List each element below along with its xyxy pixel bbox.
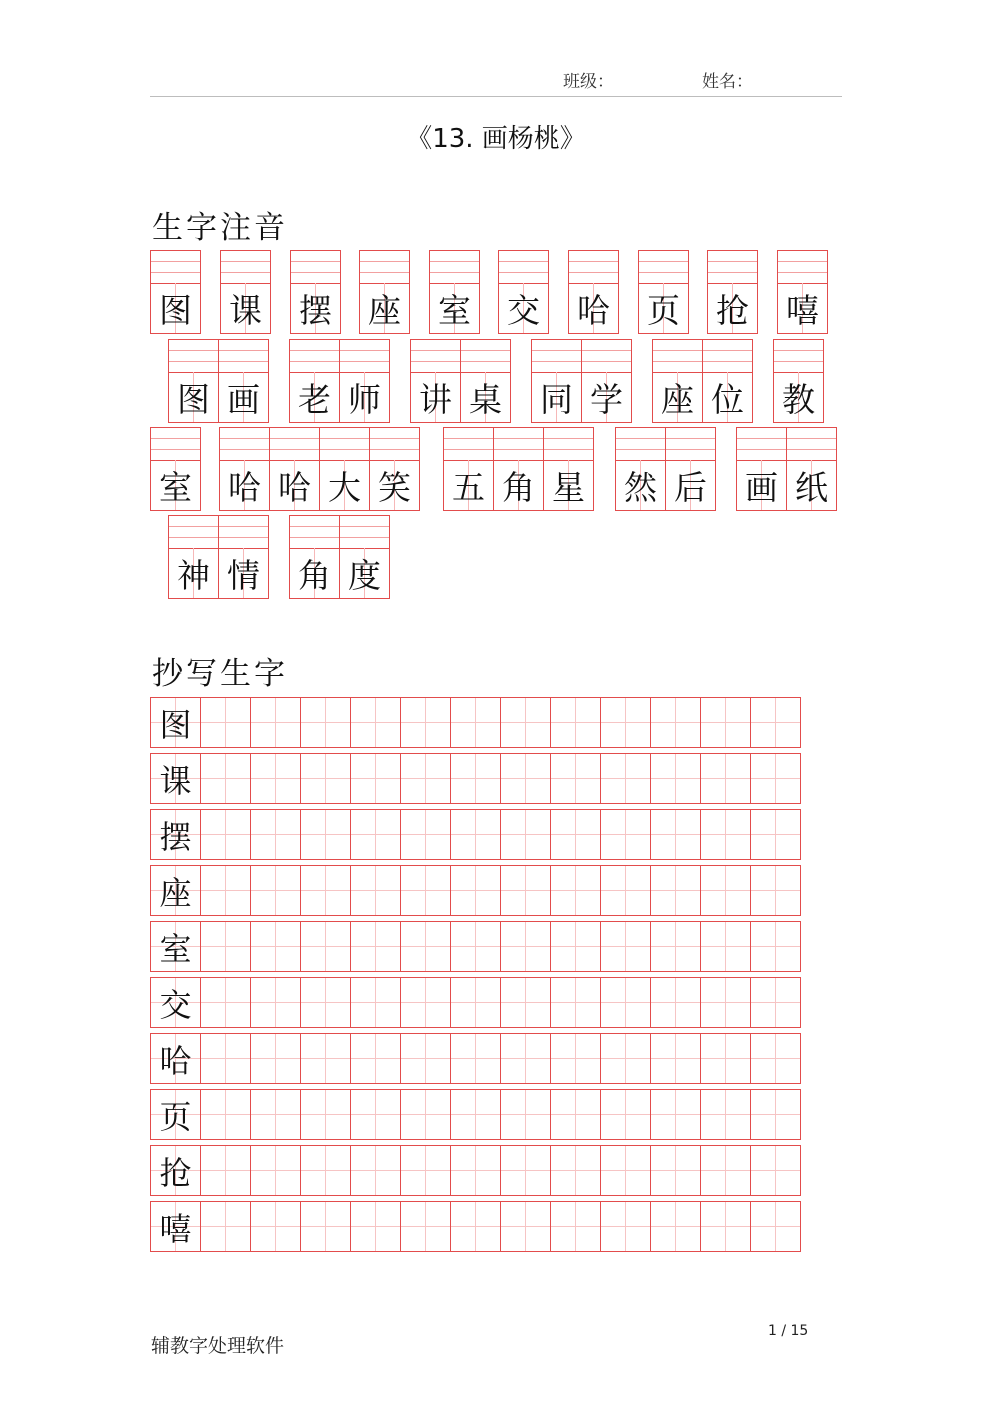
copy-row [150,865,801,916]
practice-cell[interactable] [300,977,351,1028]
practice-cell[interactable] [650,977,701,1028]
pinyin-lines[interactable] [290,340,339,373]
pinyin-lines[interactable] [151,251,200,284]
practice-cell[interactable] [400,1145,451,1196]
hanzi-char: 笑 [370,460,419,510]
practice-cell[interactable] [400,1033,451,1084]
pinyin-lines[interactable] [220,428,269,461]
practice-cell[interactable] [300,809,351,860]
hanzi-char: 位 [703,372,752,422]
practice-cell[interactable] [650,865,701,916]
practice-cell[interactable] [500,921,551,972]
pinyin-lines[interactable] [219,340,268,373]
pinyin-lines[interactable] [444,428,493,461]
hanzi-char: 度 [340,548,389,598]
practice-cell[interactable] [750,921,801,972]
practice-cell[interactable] [250,865,301,916]
practice-cell[interactable] [550,921,601,972]
practice-cell[interactable] [550,977,601,1028]
practice-cell[interactable] [700,865,751,916]
tianzi-cell [410,339,461,423]
practice-cell[interactable] [250,1089,301,1140]
hanzi-char: 纸 [787,460,836,510]
page-number: 1 / 15 [768,1323,809,1339]
word-group [568,250,619,334]
word-group [615,427,716,511]
section-title-copy: 抄写生字 [152,656,288,692]
copy-row [150,809,801,860]
pinyin-lines[interactable] [270,428,319,461]
practice-cell[interactable] [550,753,601,804]
hanzi-char: 教 [774,372,823,422]
practice-cell[interactable] [350,1201,401,1252]
practice-cell[interactable] [350,865,401,916]
practice-cell[interactable] [650,1033,701,1084]
hanzi-char: 同 [532,372,581,422]
practice-cell[interactable] [250,1201,301,1252]
pinyin-lines[interactable] [169,516,218,549]
word-group [443,427,594,511]
practice-cell[interactable] [750,1201,801,1252]
tianzi-cell [150,250,201,334]
practice-cell[interactable] [450,1089,501,1140]
copy-row [150,753,801,804]
pinyin-lines[interactable] [411,340,460,373]
practice-cell[interactable] [700,1033,751,1084]
practice-cell[interactable] [350,1089,401,1140]
practice-cell[interactable] [450,865,501,916]
practice-cell[interactable] [400,1201,451,1252]
practice-cell[interactable] [500,809,551,860]
tianzi-cell [219,427,270,511]
practice-cell[interactable] [600,1145,651,1196]
practice-cell[interactable] [600,921,651,972]
model-char: 摆 [150,809,201,860]
tianzi-cell [429,250,480,334]
practice-cell[interactable] [450,753,501,804]
hanzi-char: 然 [616,460,665,510]
hanzi-char: 哈 [270,460,319,510]
pinyin-lines[interactable] [151,428,200,461]
practice-cell[interactable] [550,1089,601,1140]
page-title: 《13. 画杨桃》 [406,124,586,154]
hanzi-char: 讲 [411,372,460,422]
practice-cell[interactable] [300,1145,351,1196]
word-group [773,339,824,423]
tianzi-cell [581,339,632,423]
practice-cell[interactable] [400,753,451,804]
hanzi-char: 大 [320,460,369,510]
hanzi-char: 哈 [220,460,269,510]
copy-practice-grid [150,697,801,1257]
practice-cell[interactable] [700,753,751,804]
copy-row [150,921,801,972]
model-char: 座 [150,865,201,916]
practice-cell[interactable] [450,1145,501,1196]
tianzi-cell [319,427,370,511]
word-group [638,250,689,334]
hanzi-char: 交 [499,283,548,333]
practice-cell[interactable] [350,809,401,860]
practice-cell[interactable] [700,697,751,748]
hanzi-char: 哈 [569,283,618,333]
model-char: 图 [150,697,201,748]
tianzi-cell [289,339,340,423]
practice-cell[interactable] [750,753,801,804]
tianzi-cell [615,427,666,511]
practice-cell[interactable] [500,1145,551,1196]
tianzi-cell [777,250,828,334]
model-char: 抢 [150,1145,201,1196]
practice-cell[interactable] [750,1089,801,1140]
hanzi-char: 情 [219,548,268,598]
copy-row [150,1033,801,1084]
practice-cell[interactable] [550,865,601,916]
practice-cell[interactable] [700,1089,751,1140]
practice-cell[interactable] [350,921,401,972]
model-char: 哈 [150,1033,201,1084]
copy-row [150,1201,801,1252]
footer-software: 辅教字处理软件 [151,1335,285,1357]
tianzi-cell [359,250,410,334]
practice-cell[interactable] [600,697,651,748]
tianzi-cell [269,427,320,511]
practice-cell[interactable] [300,921,351,972]
pinyin-lines[interactable] [708,251,757,284]
practice-cell[interactable] [500,753,551,804]
practice-cell[interactable] [400,809,451,860]
pinyin-lines[interactable] [169,340,218,373]
practice-cell[interactable] [600,1033,651,1084]
word-group [498,250,549,334]
hanzi-char: 画 [219,372,268,422]
pinyin-lines[interactable] [774,340,823,373]
model-char: 交 [150,977,201,1028]
practice-cell[interactable] [450,921,501,972]
practice-cell[interactable] [700,1145,751,1196]
practice-cell[interactable] [650,1089,701,1140]
word-group [289,339,390,423]
practice-cell[interactable] [250,697,301,748]
pinyin-lines[interactable] [569,251,618,284]
practice-cell[interactable] [350,697,401,748]
tianzi-cell [290,250,341,334]
practice-cell[interactable] [600,1201,651,1252]
hanzi-char: 页 [639,283,688,333]
practice-cell[interactable] [200,753,251,804]
practice-cell[interactable] [450,809,501,860]
practice-cell[interactable] [400,977,451,1028]
practice-cell[interactable] [250,921,301,972]
pinyin-lines[interactable] [291,251,340,284]
practice-cell[interactable] [650,809,701,860]
pinyin-lines[interactable] [582,340,631,373]
tianzi-cell [702,339,753,423]
pinyin-lines[interactable] [221,251,270,284]
practice-cell[interactable] [600,1089,651,1140]
model-char: 页 [150,1089,201,1140]
hanzi-char: 星 [544,460,593,510]
word-group [410,339,511,423]
practice-cell[interactable] [200,809,251,860]
pinyin-lines[interactable] [544,428,593,461]
copy-row [150,1145,801,1196]
hanzi-char: 室 [430,283,479,333]
practice-cell[interactable] [450,697,501,748]
practice-cell[interactable] [250,753,301,804]
practice-cell[interactable] [200,977,251,1028]
practice-cell[interactable] [300,1033,351,1084]
word-group [707,250,758,334]
hanzi-char: 老 [290,372,339,422]
practice-cell[interactable] [200,921,251,972]
practice-cell[interactable] [500,1033,551,1084]
practice-cell[interactable] [600,977,651,1028]
pinyin-lines[interactable] [653,340,702,373]
word-group [168,515,269,599]
header-divider [150,96,842,97]
practice-cell[interactable] [200,697,251,748]
hanzi-char: 桌 [461,372,510,422]
practice-cell[interactable] [500,865,551,916]
pinyin-lines[interactable] [360,251,409,284]
word-group [777,250,828,334]
pinyin-lines[interactable] [616,428,665,461]
practice-cell[interactable] [550,1201,601,1252]
pinyin-lines[interactable] [320,428,369,461]
model-char: 课 [150,753,201,804]
hanzi-char: 神 [169,548,218,598]
pinyin-lines[interactable] [666,428,715,461]
practice-cell[interactable] [550,697,601,748]
practice-cell[interactable] [650,1145,701,1196]
practice-cell[interactable] [600,865,651,916]
word-group [150,250,201,334]
practice-cell[interactable] [350,1033,401,1084]
pinyin-lines[interactable] [290,516,339,549]
practice-cell[interactable] [250,977,301,1028]
tianzi-cell [168,339,219,423]
practice-cell[interactable] [750,977,801,1028]
hanzi-char: 师 [340,372,389,422]
pinyin-lines[interactable] [340,340,389,373]
practice-cell[interactable] [250,809,301,860]
practice-cell[interactable] [450,1201,501,1252]
model-char: 嘻 [150,1201,201,1252]
tianzi-cell [638,250,689,334]
practice-cell[interactable] [200,1033,251,1084]
tianzi-cell [568,250,619,334]
practice-cell[interactable] [500,1089,551,1140]
practice-cell[interactable] [300,753,351,804]
pinyin-lines[interactable] [370,428,419,461]
pinyin-lines[interactable] [737,428,786,461]
hanzi-char: 室 [151,460,200,510]
hanzi-char: 画 [737,460,786,510]
practice-cell[interactable] [200,1201,251,1252]
pinyin-lines[interactable] [494,428,543,461]
hanzi-char: 座 [653,372,702,422]
tianzi-cell [220,250,271,334]
practice-cell[interactable] [500,697,551,748]
word-group [429,250,480,334]
practice-cell[interactable] [400,865,451,916]
practice-cell[interactable] [700,921,751,972]
practice-cell[interactable] [700,809,751,860]
section-title-pinyin: 生字注音 [152,210,288,246]
practice-cell[interactable] [250,1145,301,1196]
tianzi-cell [665,427,716,511]
tianzi-cell [218,515,269,599]
practice-cell[interactable] [500,977,551,1028]
tianzi-cell [652,339,703,423]
pinyin-lines[interactable] [778,251,827,284]
copy-row [150,1089,801,1140]
name-label: 姓名： [702,72,753,92]
practice-cell[interactable] [650,1201,701,1252]
tianzi-cell [531,339,582,423]
tianzi-cell [339,339,390,423]
practice-cell[interactable] [200,1145,251,1196]
practice-cell[interactable] [550,1033,601,1084]
word-group [359,250,410,334]
practice-cell[interactable] [200,865,251,916]
tianzi-cell [443,427,494,511]
word-group [150,427,201,511]
tianzi-cell [493,427,544,511]
hanzi-char: 摆 [291,283,340,333]
practice-cell[interactable] [600,809,651,860]
practice-cell[interactable] [450,1033,501,1084]
word-group [289,515,390,599]
word-group [168,339,269,423]
tianzi-cell [543,427,594,511]
pinyin-lines[interactable] [532,340,581,373]
practice-cell[interactable] [500,1201,551,1252]
practice-cell[interactable] [400,697,451,748]
practice-cell[interactable] [750,697,801,748]
pinyin-lines[interactable] [219,516,268,549]
hanzi-char: 图 [151,283,200,333]
practice-cell[interactable] [350,977,401,1028]
copy-row [150,697,801,748]
practice-cell[interactable] [450,977,501,1028]
hanzi-char: 图 [169,372,218,422]
hanzi-char: 座 [360,283,409,333]
tianzi-cell [339,515,390,599]
hanzi-char: 五 [444,460,493,510]
practice-cell[interactable] [300,865,351,916]
practice-cell[interactable] [750,1033,801,1084]
tianzi-cell [369,427,420,511]
word-group [219,427,420,511]
practice-cell[interactable] [300,1201,351,1252]
practice-cell[interactable] [750,1145,801,1196]
practice-cell[interactable] [650,753,701,804]
practice-cell[interactable] [600,753,651,804]
tianzi-cell [773,339,824,423]
word-group [290,250,341,334]
pinyin-lines[interactable] [499,251,548,284]
hanzi-char: 角 [290,548,339,598]
tianzi-cell [498,250,549,334]
practice-cell[interactable] [350,1145,401,1196]
word-group [220,250,271,334]
practice-cell[interactable] [300,697,351,748]
practice-cell[interactable] [650,697,701,748]
practice-cell[interactable] [750,865,801,916]
practice-cell[interactable] [700,977,751,1028]
practice-cell[interactable] [650,921,701,972]
hanzi-char: 课 [221,283,270,333]
pinyin-lines[interactable] [430,251,479,284]
hanzi-char: 学 [582,372,631,422]
word-group [736,427,837,511]
tianzi-cell [736,427,787,511]
practice-cell[interactable] [250,1033,301,1084]
hanzi-char: 抢 [708,283,757,333]
pinyin-lines[interactable] [340,516,389,549]
copy-row [150,977,801,1028]
tianzi-cell [786,427,837,511]
class-label: 班级： [563,72,614,92]
practice-cell[interactable] [550,1145,601,1196]
model-char: 室 [150,921,201,972]
practice-cell[interactable] [300,1089,351,1140]
practice-cell[interactable] [400,921,451,972]
practice-cell[interactable] [550,809,601,860]
word-group [652,339,753,423]
tianzi-cell [707,250,758,334]
practice-cell[interactable] [400,1089,451,1140]
practice-cell[interactable] [750,809,801,860]
hanzi-char: 角 [494,460,543,510]
tianzi-cell [289,515,340,599]
tianzi-cell [460,339,511,423]
hanzi-char: 后 [666,460,715,510]
pinyin-lines[interactable] [787,428,836,461]
tianzi-cell [168,515,219,599]
tianzi-cell [218,339,269,423]
hanzi-char: 嘻 [778,283,827,333]
practice-cell[interactable] [700,1201,751,1252]
tianzi-cell [150,427,201,511]
practice-cell[interactable] [200,1089,251,1140]
pinyin-lines[interactable] [639,251,688,284]
word-group [531,339,632,423]
pinyin-lines[interactable] [703,340,752,373]
practice-cell[interactable] [350,753,401,804]
pinyin-lines[interactable] [461,340,510,373]
